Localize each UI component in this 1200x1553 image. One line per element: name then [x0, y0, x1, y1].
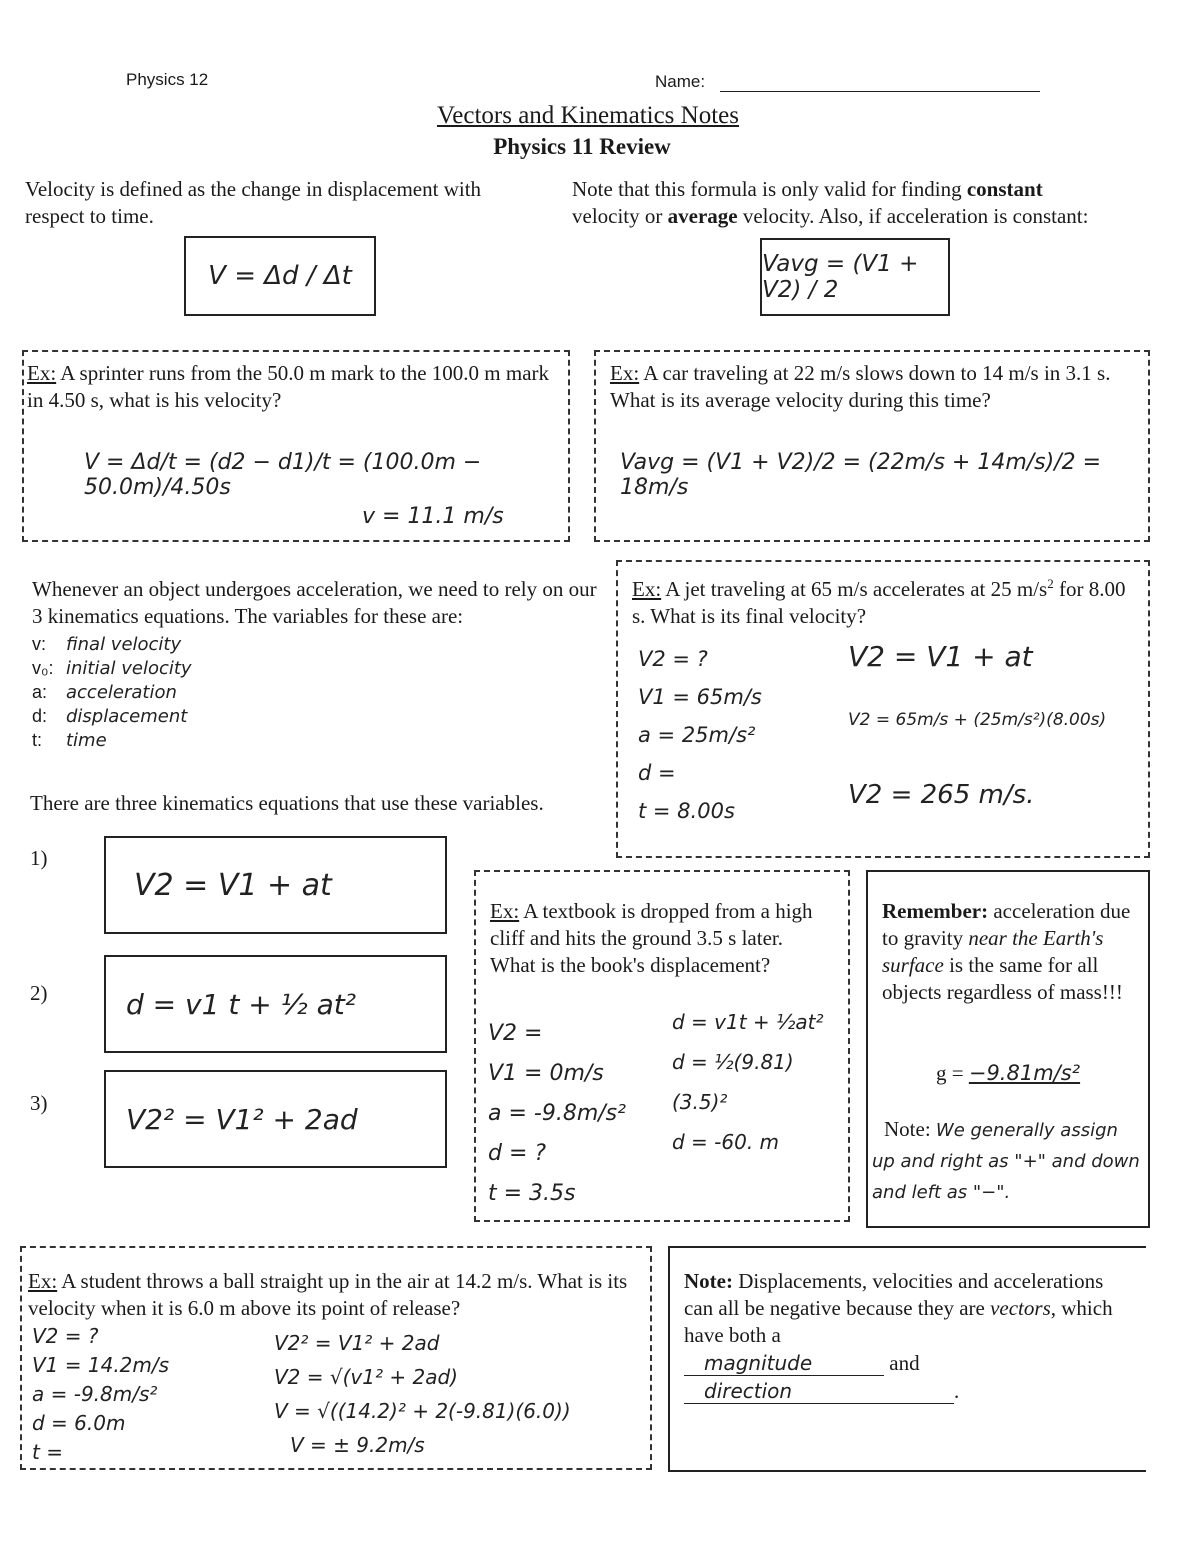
given-line: V1 = 0m/s [488, 1061, 604, 1086]
given-line: V1 = 65m/s [638, 685, 762, 709]
solution-line: V2² = V1² + 2ad [274, 1331, 440, 1355]
solution-line: V2 = 265 m/s. [848, 780, 1035, 810]
remember-text-1: acceleration due to gravity [882, 899, 1131, 950]
jet-solution [848, 640, 1144, 820]
variable-meaning: time [66, 730, 107, 751]
solution-line: d = v1t + ½at² [672, 1010, 824, 1034]
given-line: d = [638, 761, 676, 785]
solution-line: V2 = V1 + at [848, 640, 1033, 673]
question-text: A sprinter runs from the 50.0 m mark to the 100.0 m mark in 4.50 s, what is his velocity? [27, 361, 550, 412]
ball-question [28, 1268, 643, 1322]
direction-line [684, 1378, 984, 1405]
jet-question [632, 570, 1137, 630]
variable-meaning: displacement [66, 706, 188, 727]
kinematics-intro: Whenever an object undergoes acceleration, we need to rely on our 3 kinematics equations. The variables for these are: [32, 577, 597, 628]
equation-3: V2² = V1² + 2ad [126, 1102, 358, 1136]
example-textbook [474, 870, 850, 1222]
given-line: d = 6.0m [32, 1411, 126, 1435]
velocity-definition: Velocity is defined as the change in displacement with respect to time. [25, 177, 482, 228]
solution-line: d = ½(9.81)(3.5)² [672, 1050, 794, 1114]
given-line: a = 25m/s² [638, 723, 756, 747]
given-line: t = [32, 1440, 63, 1464]
equation-box-3 [104, 1070, 447, 1168]
example-sprinter [22, 350, 570, 542]
variable-row: d: displacement [32, 706, 188, 727]
example-car [594, 350, 1150, 542]
given-line: t = 3.5s [488, 1181, 576, 1206]
given-line: V2 = ? [638, 647, 708, 671]
given-line: t = 8.00s [638, 799, 735, 823]
note-label: Note: [884, 1117, 936, 1141]
equation-number: 2) [30, 981, 48, 1005]
note-text-2: velocity or [572, 204, 668, 228]
variable-row: t: time [32, 730, 107, 751]
ex-label: Ex: [610, 361, 640, 385]
equation-box-2 [104, 955, 447, 1053]
equation-number: 3) [30, 1091, 48, 1115]
given-line: V1 = 14.2m/s [32, 1353, 170, 1377]
question-text-2: for 8.00 s. What is its final velocity? [632, 577, 1126, 628]
solution-line: V2 = √(v1² + 2ad) [274, 1365, 458, 1389]
page-subtitle: Physics 11 Review [493, 134, 671, 159]
page-title: Vectors and Kinematics Notes [436, 102, 739, 129]
textbook-givens [488, 1014, 626, 1214]
equation-2: d = v1 t + ½ at² [126, 987, 356, 1021]
variable-meaning: acceleration [66, 682, 177, 703]
solution-line: V = √((14.2)² + 2(-9.81)(6.0)) [274, 1399, 571, 1423]
name-underline [720, 91, 1040, 92]
note-text-3: velocity. Also, if acceleration is constant: [737, 204, 1089, 228]
sign-note [872, 1116, 1146, 1209]
note-bold-constant: constant [966, 177, 1043, 201]
given-line: a = -9.8m/s² [488, 1101, 626, 1126]
ex-label: Ex: [28, 1269, 58, 1293]
variables-list [32, 634, 332, 754]
car-work-line-1: Vavg = (V1 + V2)/2 = (22m/s + 14m/s)/2 = 18m/s [620, 450, 1102, 500]
variable-meaning: final velocity [66, 634, 182, 655]
given-line: V2 = ? [32, 1324, 99, 1348]
textbook-solution [672, 1002, 848, 1162]
ex-label: Ex: [490, 899, 520, 923]
note-text-2: , which have both a [684, 1296, 1113, 1347]
remember-text [882, 898, 1140, 1006]
note-text-1: Displacements, velocities and accelerations can all be negative because they are [684, 1269, 1104, 1320]
ex-label: Ex: [27, 361, 57, 385]
remember-box [866, 870, 1150, 1228]
ball-solution [274, 1326, 644, 1462]
car-question [610, 360, 1130, 414]
question-text: A car traveling at 22 m/s slows down to 14 m/s in 3.1 s. What is its average velocity during this time? [610, 361, 1111, 412]
sprinter-work-line-1: V = Δd/t = (d2 − d1)/t = (100.0m − 50.0m)/4.50s [84, 450, 482, 500]
period-text: . [954, 1379, 960, 1403]
given-line: V2 = [488, 1021, 543, 1046]
note-bold: Note: [684, 1269, 733, 1293]
variable-meaning: initial velocity [66, 658, 192, 679]
solution-line: d = -60. m [672, 1130, 780, 1154]
question-text-1: A jet traveling at 65 m/s accelerates at 25 m/s [661, 577, 1048, 601]
note-vectors-text [684, 1268, 1129, 1349]
sprinter-work-line-2: v = 11.1 m/s [362, 504, 504, 529]
example-jet [616, 560, 1150, 858]
remember-italic: near the Earth's surface [882, 926, 1104, 977]
velocity-formula-box [184, 236, 376, 316]
equation-number: 1) [30, 846, 48, 870]
given-line: d = ? [488, 1141, 547, 1166]
given-line: a = -9.8m/s² [32, 1382, 158, 1406]
blank-magnitude: magnitude [684, 1351, 884, 1376]
note-constant-velocity [572, 176, 1112, 230]
blank-direction: direction [684, 1379, 954, 1404]
magnitude-line [684, 1350, 984, 1377]
equation-box-1 [104, 836, 447, 934]
jet-givens [638, 640, 762, 830]
solution-line: V2 = 65m/s + (25m/s²)(8.00s) [848, 710, 1107, 730]
ball-givens [32, 1322, 169, 1467]
name-label: Name: [655, 72, 706, 91]
question-text: A student throws a ball straight up in the air at 14.2 m/s. What is its velocity when it is 6.0 m above its point of release? [28, 1269, 628, 1320]
note-bold-average: average [667, 204, 738, 228]
remember-text-2: is the same for all objects regardless of mass!!! [882, 953, 1123, 1004]
and-text: and [884, 1351, 920, 1375]
question-text: A textbook is dropped from a high cliff and hits the ground 3.5 s later. What is the book's displacement? [490, 899, 813, 977]
average-velocity-formula: Vavg = (V1 + V2) / 2 [762, 251, 919, 303]
remember-bold: Remember: [882, 899, 989, 923]
note-text-1: Note that this formula is only valid for finding [572, 177, 967, 201]
note-vectors-box [668, 1246, 1146, 1472]
sprinter-question [27, 360, 557, 414]
equation-1: V2 = V1 + at [134, 867, 332, 903]
question-sup: 2 [1047, 576, 1054, 591]
three-equations-text: There are three kinematics equations that use these variables. [30, 791, 544, 815]
example-ball [20, 1246, 652, 1470]
course-label: Physics 12 [126, 70, 209, 89]
variable-row: a: acceleration [32, 682, 177, 703]
g-value: −9.81m/s² [968, 1061, 1081, 1085]
gravity-line [936, 1060, 1146, 1087]
note-handwritten: We generally assign up and right as "+" and down and left as "−". [872, 1120, 1140, 1203]
average-velocity-formula-box [760, 238, 950, 316]
note-italic: vectors [990, 1296, 1051, 1320]
variable-row: v: final velocity [32, 634, 182, 655]
velocity-formula: V = Δd / Δt [208, 261, 352, 291]
ex-label: Ex: [632, 577, 662, 601]
solution-line: V = ± 9.2m/s [290, 1433, 425, 1457]
variable-row: v₀: initial velocity [32, 658, 192, 679]
textbook-question [490, 898, 820, 979]
g-label: g = [936, 1061, 969, 1085]
